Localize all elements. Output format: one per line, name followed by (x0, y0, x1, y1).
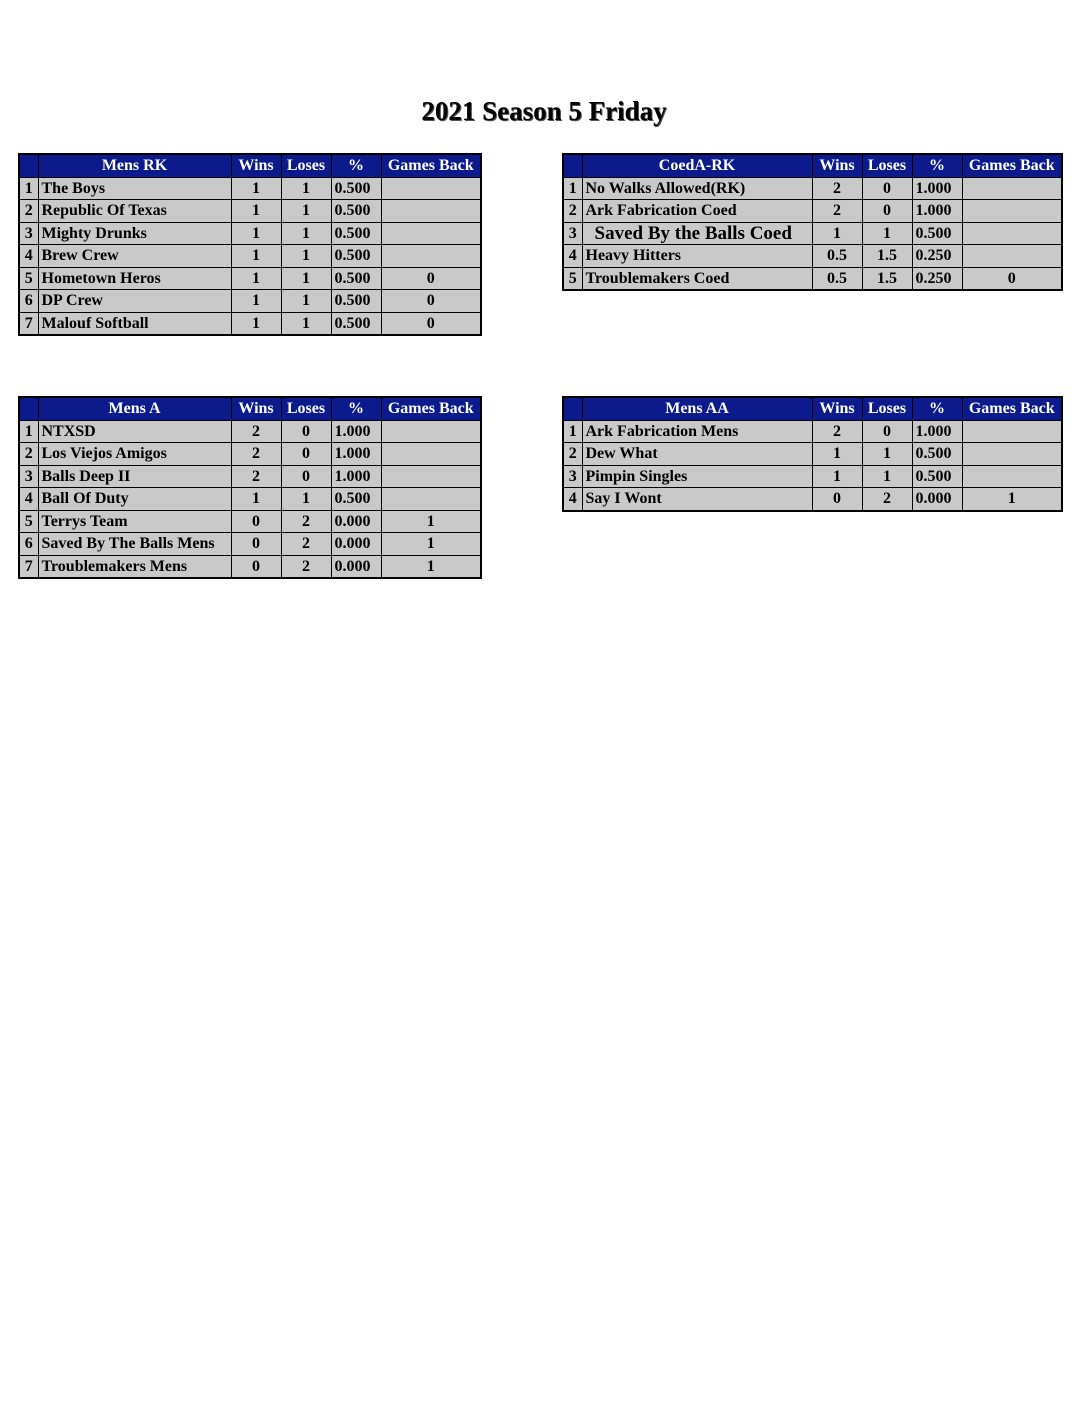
team-name-cell: Republic Of Texas (38, 200, 231, 223)
loses-cell: 2 (281, 510, 331, 533)
pct-cell: 0.500 (912, 222, 962, 245)
games-back-cell: 0 (962, 267, 1062, 290)
loses-cell: 1 (862, 465, 912, 488)
games-back-cell (381, 420, 481, 443)
wins-cell: 2 (231, 465, 281, 488)
table-row (563, 222, 1062, 245)
games-back-cell (962, 222, 1062, 245)
wins-cell: 1 (812, 465, 862, 488)
table-row (19, 488, 481, 511)
wins-cell: 1 (231, 200, 281, 223)
pct-cell: 0.000 (331, 555, 381, 578)
wins-cell: 1 (231, 245, 281, 268)
loses-cell: 0 (862, 177, 912, 200)
rank-cell: 4 (563, 245, 582, 268)
rank-cell: 5 (19, 510, 38, 533)
loses-cell: 1 (281, 312, 331, 335)
pct-cell: 0.500 (331, 488, 381, 511)
pct-cell: 1.000 (331, 465, 381, 488)
games-back-cell: 1 (381, 533, 481, 556)
wins-cell: 1 (231, 488, 281, 511)
rank-cell: 3 (563, 222, 582, 245)
loses-header: Loses (862, 397, 912, 420)
table-row (19, 290, 481, 313)
games-back-cell (962, 200, 1062, 223)
standings-table-coed-rk (562, 153, 1063, 291)
games-back-cell (381, 177, 481, 200)
games-back-cell (381, 245, 481, 268)
team-name-cell: Troublemakers Coed (582, 267, 812, 290)
loses-cell: 1 (281, 200, 331, 223)
table-header-row (19, 154, 481, 177)
team-name-cell: Brew Crew (38, 245, 231, 268)
table-row (19, 245, 481, 268)
loses-cell: 1 (862, 222, 912, 245)
games-back-cell (962, 245, 1062, 268)
games-back-cell: 1 (381, 510, 481, 533)
pct-cell: 0.500 (331, 177, 381, 200)
team-name-cell: Troublemakers Mens (38, 555, 231, 578)
pct-cell: 0.250 (912, 245, 962, 268)
table-header-row (563, 154, 1062, 177)
rank-cell: 4 (563, 488, 582, 511)
wins-cell: 1 (231, 267, 281, 290)
games-back-cell: 0 (381, 267, 481, 290)
team-name-cell: NTXSD (38, 420, 231, 443)
loses-cell: 2 (862, 488, 912, 511)
rank-cell: 6 (19, 533, 38, 556)
pct-cell: 0.500 (331, 222, 381, 245)
rank-cell: 5 (19, 267, 38, 290)
pct-header: % (912, 154, 962, 177)
games-back-header: Games Back (381, 397, 481, 420)
page-title: 2021 Season 5 Friday (421, 96, 667, 126)
team-name-cell: Ball Of Duty (38, 488, 231, 511)
pct-cell: 0.500 (331, 290, 381, 313)
rank-cell: 7 (19, 312, 38, 335)
games-back-cell: 0 (381, 312, 481, 335)
loses-cell: 2 (281, 555, 331, 578)
rank-cell: 2 (19, 443, 38, 466)
table-row (563, 488, 1062, 511)
pct-cell: 0.500 (912, 443, 962, 466)
pct-cell: 0.250 (912, 267, 962, 290)
standings-table-mens-rk (18, 153, 482, 336)
rank-cell: 3 (563, 465, 582, 488)
games-back-cell: 1 (381, 555, 481, 578)
games-back-cell (962, 177, 1062, 200)
pct-cell: 1.000 (912, 420, 962, 443)
loses-cell: 0 (281, 443, 331, 466)
pct-cell: 1.000 (912, 177, 962, 200)
team-name-cell: Ark Fabrication Coed (582, 200, 812, 223)
team-name-cell: Dew What (582, 443, 812, 466)
table-row (19, 222, 481, 245)
pct-cell: 0.500 (331, 267, 381, 290)
loses-header: Loses (862, 154, 912, 177)
division-header: Mens RK (38, 154, 231, 177)
table-row (19, 533, 481, 556)
pct-cell: 0.000 (331, 510, 381, 533)
table-header-row (563, 397, 1062, 420)
wins-cell: 1 (812, 222, 862, 245)
pct-cell: 0.500 (912, 465, 962, 488)
rank-cell: 1 (19, 420, 38, 443)
games-back-cell (381, 443, 481, 466)
pct-cell: 1.000 (331, 420, 381, 443)
wins-cell: 0 (231, 510, 281, 533)
wins-cell: 0.5 (812, 245, 862, 268)
rank-cell: 1 (563, 420, 582, 443)
pct-cell: 0.000 (331, 533, 381, 556)
games-back-cell (381, 222, 481, 245)
pct-cell: 0.000 (912, 488, 962, 511)
pct-cell: 1.000 (912, 200, 962, 223)
rank-header (563, 397, 582, 420)
loses-cell: 1 (281, 267, 331, 290)
loses-cell: 1 (862, 443, 912, 466)
pct-header: % (912, 397, 962, 420)
table-row (563, 200, 1062, 223)
loses-cell: 1 (281, 488, 331, 511)
team-name-cell: Say I Wont (582, 488, 812, 511)
rank-header (19, 397, 38, 420)
team-name-cell: No Walks Allowed(RK) (582, 177, 812, 200)
wins-cell: 1 (231, 290, 281, 313)
wins-cell: 0 (231, 533, 281, 556)
division-header: Mens A (38, 397, 231, 420)
team-name-cell: Pimpin Singles (582, 465, 812, 488)
loses-cell: 0 (862, 200, 912, 223)
wins-cell: 1 (812, 443, 862, 466)
team-name-cell: Balls Deep II (38, 465, 231, 488)
pct-cell: 0.500 (331, 312, 381, 335)
rank-cell: 4 (19, 245, 38, 268)
table-row (563, 245, 1062, 268)
wins-header: Wins (812, 397, 862, 420)
table-row (19, 267, 481, 290)
team-name-cell: Heavy Hitters (582, 245, 812, 268)
games-back-header: Games Back (962, 397, 1062, 420)
wins-header: Wins (812, 154, 862, 177)
table-row (563, 443, 1062, 466)
rank-cell: 3 (19, 222, 38, 245)
table-row (563, 420, 1062, 443)
loses-cell: 1.5 (862, 245, 912, 268)
rank-cell: 3 (19, 465, 38, 488)
loses-cell: 2 (281, 533, 331, 556)
rank-cell: 6 (19, 290, 38, 313)
team-name-cell: Los Viejos Amigos (38, 443, 231, 466)
table-row (19, 420, 481, 443)
wins-cell: 1 (231, 222, 281, 245)
pct-cell: 1.000 (331, 443, 381, 466)
wins-cell: 2 (812, 200, 862, 223)
table-row (19, 510, 481, 533)
loses-cell: 1 (281, 245, 331, 268)
wins-header: Wins (231, 154, 281, 177)
team-name-cell: Mighty Drunks (38, 222, 231, 245)
team-name-cell: Hometown Heros (38, 267, 231, 290)
table-row (19, 443, 481, 466)
standings-table-mens-aa (562, 396, 1063, 512)
rank-cell: 1 (19, 177, 38, 200)
games-back-header: Games Back (962, 154, 1062, 177)
rank-cell: 4 (19, 488, 38, 511)
rank-cell: 2 (563, 443, 582, 466)
team-name-cell: Saved By the Balls Coed (582, 222, 812, 245)
pct-header: % (331, 397, 381, 420)
table-row (19, 555, 481, 578)
division-header: Mens AA (582, 397, 812, 420)
loses-cell: 1.5 (862, 267, 912, 290)
loses-cell: 0 (281, 420, 331, 443)
wins-cell: 0.5 (812, 267, 862, 290)
table-row (19, 465, 481, 488)
wins-cell: 2 (812, 177, 862, 200)
rank-cell: 2 (19, 200, 38, 223)
team-name-cell: Saved By The Balls Mens (38, 533, 231, 556)
division-header: CoedA-RK (582, 154, 812, 177)
wins-cell: 1 (231, 177, 281, 200)
rank-header (563, 154, 582, 177)
table-row (563, 177, 1062, 200)
rank-header (19, 154, 38, 177)
pct-cell: 0.500 (331, 200, 381, 223)
games-back-cell (962, 465, 1062, 488)
loses-cell: 1 (281, 177, 331, 200)
team-name-cell: Ark Fabrication Mens (582, 420, 812, 443)
table-header-row (19, 397, 481, 420)
games-back-cell (962, 443, 1062, 466)
loses-cell: 1 (281, 222, 331, 245)
wins-cell: 0 (231, 555, 281, 578)
table-row (563, 465, 1062, 488)
table-row (19, 312, 481, 335)
pct-cell: 0.500 (331, 245, 381, 268)
wins-cell: 1 (231, 312, 281, 335)
team-name-cell: Terrys Team (38, 510, 231, 533)
games-back-header: Games Back (381, 154, 481, 177)
rank-cell: 2 (563, 200, 582, 223)
table-row (563, 267, 1062, 290)
wins-header: Wins (231, 397, 281, 420)
wins-cell: 2 (231, 443, 281, 466)
games-back-cell (381, 465, 481, 488)
team-name-cell: DP Crew (38, 290, 231, 313)
team-name-cell: Malouf Softball (38, 312, 231, 335)
loses-cell: 0 (281, 465, 331, 488)
games-back-cell (381, 200, 481, 223)
loses-cell: 0 (862, 420, 912, 443)
loses-header: Loses (281, 154, 331, 177)
games-back-cell (381, 488, 481, 511)
wins-cell: 2 (812, 420, 862, 443)
table-row (19, 200, 481, 223)
team-name-cell: The Boys (38, 177, 231, 200)
games-back-cell (962, 420, 1062, 443)
games-back-cell: 0 (381, 290, 481, 313)
games-back-cell: 1 (962, 488, 1062, 511)
pct-header: % (331, 154, 381, 177)
loses-header: Loses (281, 397, 331, 420)
wins-cell: 0 (812, 488, 862, 511)
rank-cell: 1 (563, 177, 582, 200)
rank-cell: 7 (19, 555, 38, 578)
wins-cell: 2 (231, 420, 281, 443)
loses-cell: 1 (281, 290, 331, 313)
rank-cell: 5 (563, 267, 582, 290)
table-row (19, 177, 481, 200)
standings-table-mens-a (18, 396, 482, 579)
